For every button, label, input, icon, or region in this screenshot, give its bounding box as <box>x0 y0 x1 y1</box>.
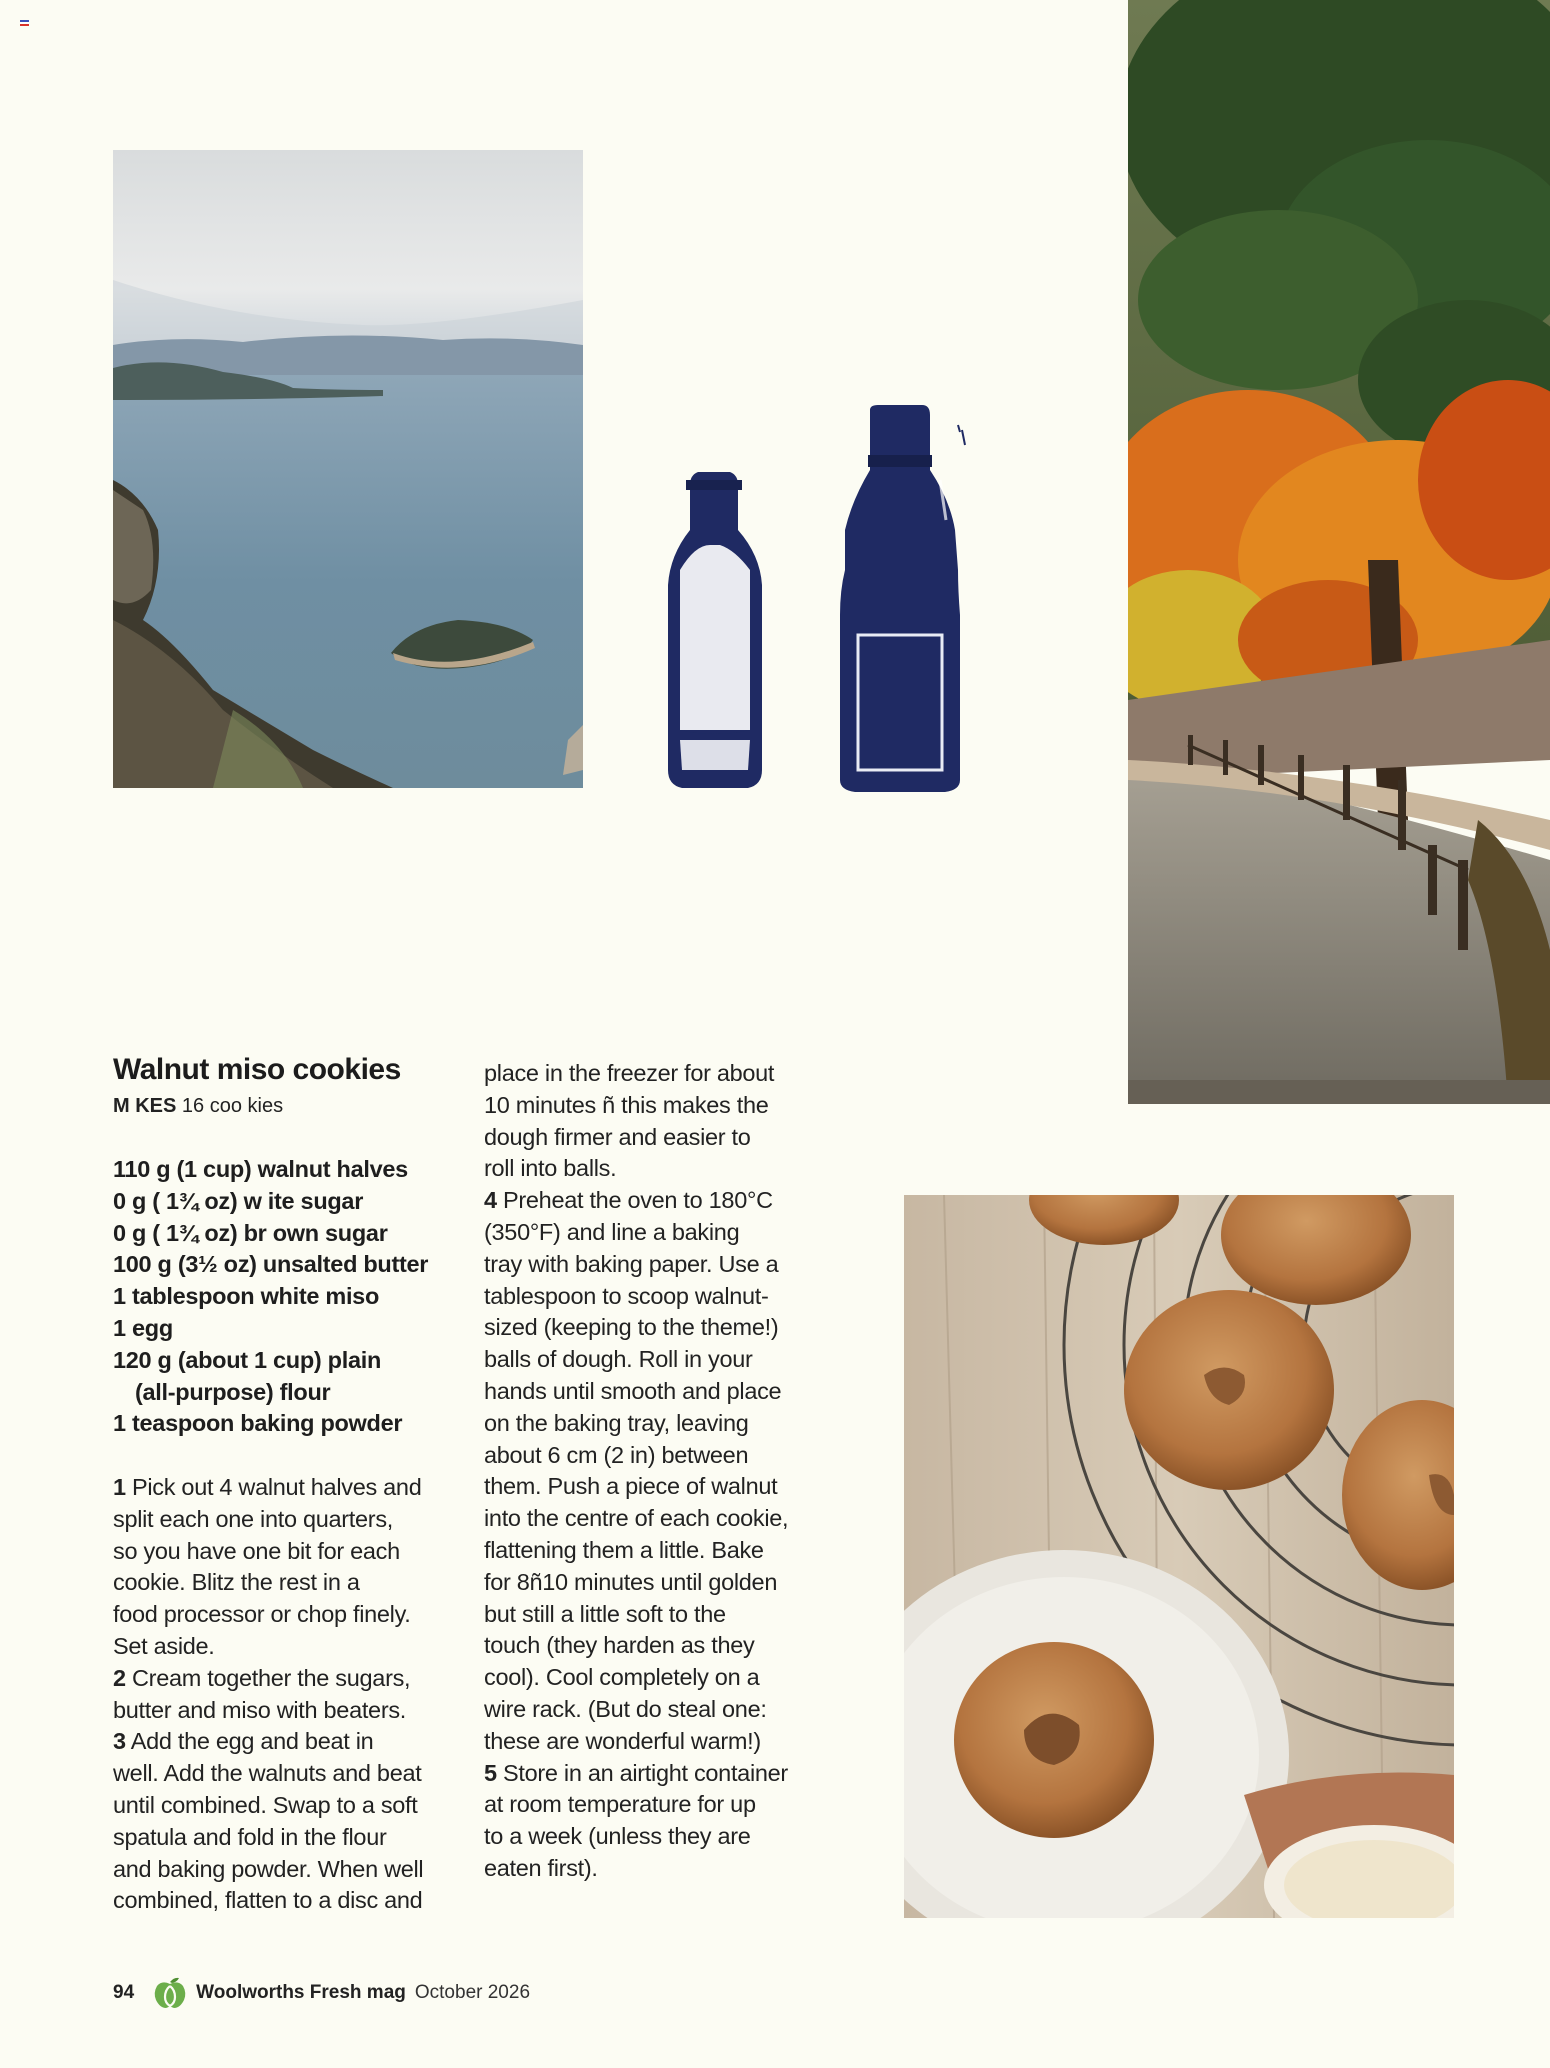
sea-island-photo <box>113 150 583 788</box>
bottles-illustration <box>640 370 980 800</box>
step-text: Add the egg and beat in well. Add the walnuts and beat until combined. Swap to a soft spatula and fold in the flour and baking powder. When well combined, flatten to a disc and <box>113 1728 424 1914</box>
ingredients-list <box>113 1154 428 1440</box>
page-number: 94 <box>113 1982 135 2003</box>
ingredient-item: 1 teaspoon baking powder <box>113 1410 403 1437</box>
method-step-1 <box>113 1472 458 1663</box>
woolworths-apple-icon <box>152 1976 188 2010</box>
ingredient-item: 100 g (3½ oz) unsalted butter <box>113 1251 429 1278</box>
yield-value: 16 coo kies <box>181 1095 284 1117</box>
step-text: Preheat the oven to 180°C (350°F) and line a baking tray with baking paper. Use a tablespoon to scoop walnut- sized (keeping to the theme!) balls of dough. Roll in your hands until smooth and place on the baking tray, leaving about 6 cm (2 in) between them. Push a piece of walnut into the centre of each cookie, flattening them a little. Bake for 8ñ10 minutes until golden but still a little soft to the touch (they harden as they cool). Cool completely on a wire rack. (But do steal one: these are wonderful warm!) <box>484 1187 789 1754</box>
yield-label: M KES <box>113 1095 177 1117</box>
method-column-right <box>484 1058 829 1885</box>
step-text: Store in an airtight container at room temperature for up to a week (unless they are eaten first). <box>484 1759 788 1881</box>
ingredient-item: 0 g ( 1¾ oz) w ite sugar <box>113 1187 364 1214</box>
recipe-yield <box>113 1095 283 1118</box>
step-text: Pick out 4 walnut halves and split each one into quarters, so you have one bit for each cookie. Blitz the rest in a food processor or chop finely. Set aside. <box>113 1474 422 1659</box>
step-number: 1 <box>113 1474 126 1500</box>
flag-icon <box>20 20 29 26</box>
page-footer <box>113 1976 530 2010</box>
magazine-name: Woolworths Fresh mag <box>196 1982 406 2003</box>
method-step-3-continued <box>484 1058 829 1185</box>
issue-date: October 2026 <box>414 1982 531 2003</box>
method-step-2 <box>113 1663 458 1727</box>
step-number: 5 <box>484 1759 497 1786</box>
step-text: Cream together the sugars, butter and miso with beaters. <box>113 1664 411 1723</box>
ingredient-item: 1 egg <box>113 1314 173 1341</box>
recipe-title: Walnut miso cookies <box>113 1053 401 1086</box>
ingredient-item: 1 tablespoon white miso <box>113 1283 380 1310</box>
ingredient-item: 0 g ( 1¾ oz) br own sugar <box>113 1219 388 1246</box>
method-step-3 <box>113 1726 458 1917</box>
method-column-left <box>113 1472 458 1917</box>
method-step-4 <box>484 1185 829 1757</box>
method-step-5 <box>484 1758 829 1885</box>
cookies-photo <box>904 1195 1454 1918</box>
step-number: 2 <box>113 1664 126 1691</box>
autumn-trees-photo <box>1128 0 1550 1104</box>
ingredient-item: 120 g (about 1 cup) plain <box>113 1346 382 1373</box>
ingredient-item: (all-purpose) flour <box>135 1378 331 1405</box>
step-text: place in the freezer for about 10 minutes ñ this makes the dough firmer and easier to roll into balls. <box>484 1060 775 1182</box>
ingredient-item: 110 g (1 cup) walnut halves <box>113 1156 408 1182</box>
step-number: 4 <box>484 1187 497 1214</box>
step-number: 3 <box>113 1728 126 1755</box>
